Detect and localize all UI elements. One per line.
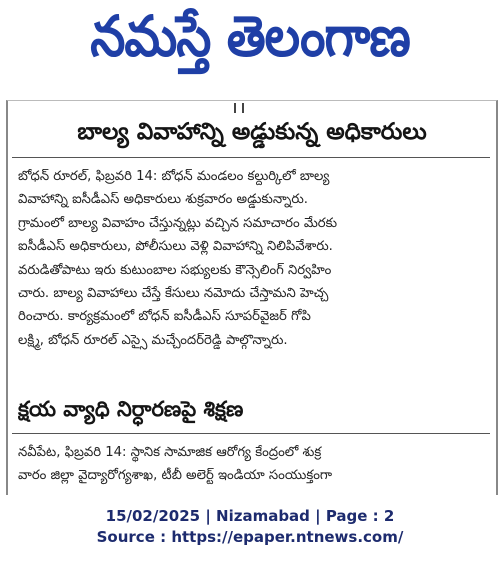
article-1-line: చారు. బాల్య వివాహాలు చేస్తే కేసులు నమోదు చేస్తామని హెచ్చ	[18, 286, 329, 302]
footer-date-edition: 15/02/2025 | Nizamabad | Page : 2	[105, 507, 395, 525]
article-2-body	[18, 441, 488, 488]
article-1-line: ఐసీడీఎస్ అధికారులు, పోలీసులు వెళ్లి వివాహాన్ని నిలిపివేశారు.	[18, 239, 333, 255]
article-2-line: వారం జిల్లా వైద్యారోగ్యశాఖ, టీబీ అలెర్ట్ ఇండియా సంయుక్తంగా	[18, 468, 333, 484]
article-1-line: రించారు. కార్యక్రమంలో బోధన్ ఐసీడీఎస్ సూపర్‌వైజర్ గోపి	[18, 309, 311, 325]
headline-divider	[12, 157, 490, 158]
clip-marker	[234, 103, 244, 113]
article-1-line: లక్ష్మి, బోధన్ రూరల్ ఎస్సై మచ్చేందర్‌రెడ్డి పాల్గొన్నారు.	[18, 332, 288, 348]
source-footer	[0, 506, 500, 548]
article-2-headline: క్షయ వ్యాధి నిర్ధారణపై శిక్షణ	[18, 397, 244, 421]
news-clipping	[6, 100, 498, 495]
article-1-headline: బాల్య వివాహాన్ని అడ్డుకున్న అధికారులు	[77, 119, 427, 145]
article-divider	[12, 433, 490, 434]
newspaper-logo: నమస్తే తెలంగాణ	[90, 3, 410, 69]
article-1-line: వరుడితోపాటు ఇరు కుటుంబాల సభ్యులకు కౌన్సెలింగ్ నిర్వహిం	[18, 262, 332, 278]
article-1-line: గ్రామంలో బాల్య వివాహం చేస్తున్నట్లు వచ్చిన సమాచారం మేరకు	[18, 215, 338, 231]
article-1-body	[18, 165, 488, 352]
footer-source-link[interactable]: Source : https://epaper.ntnews.com/	[96, 528, 404, 546]
masthead	[0, 0, 500, 86]
article-2-line: నవీపేట, ఫిబ్రవరి 14: స్థానిక సామాజిక ఆరోగ్య కేంద్రంలో శుక్ర	[18, 445, 322, 460]
article-1-line: వివాహాన్ని ఐసీడీఎస్ అధికారులు శుక్రవారం అడ్డుకున్నారు.	[18, 192, 308, 208]
article-1-line: బోధన్ రూరల్, ఫిబ్రవరి 14: బోధన్ మండలం కల్దుర్కిలో బాల్య	[18, 169, 330, 184]
